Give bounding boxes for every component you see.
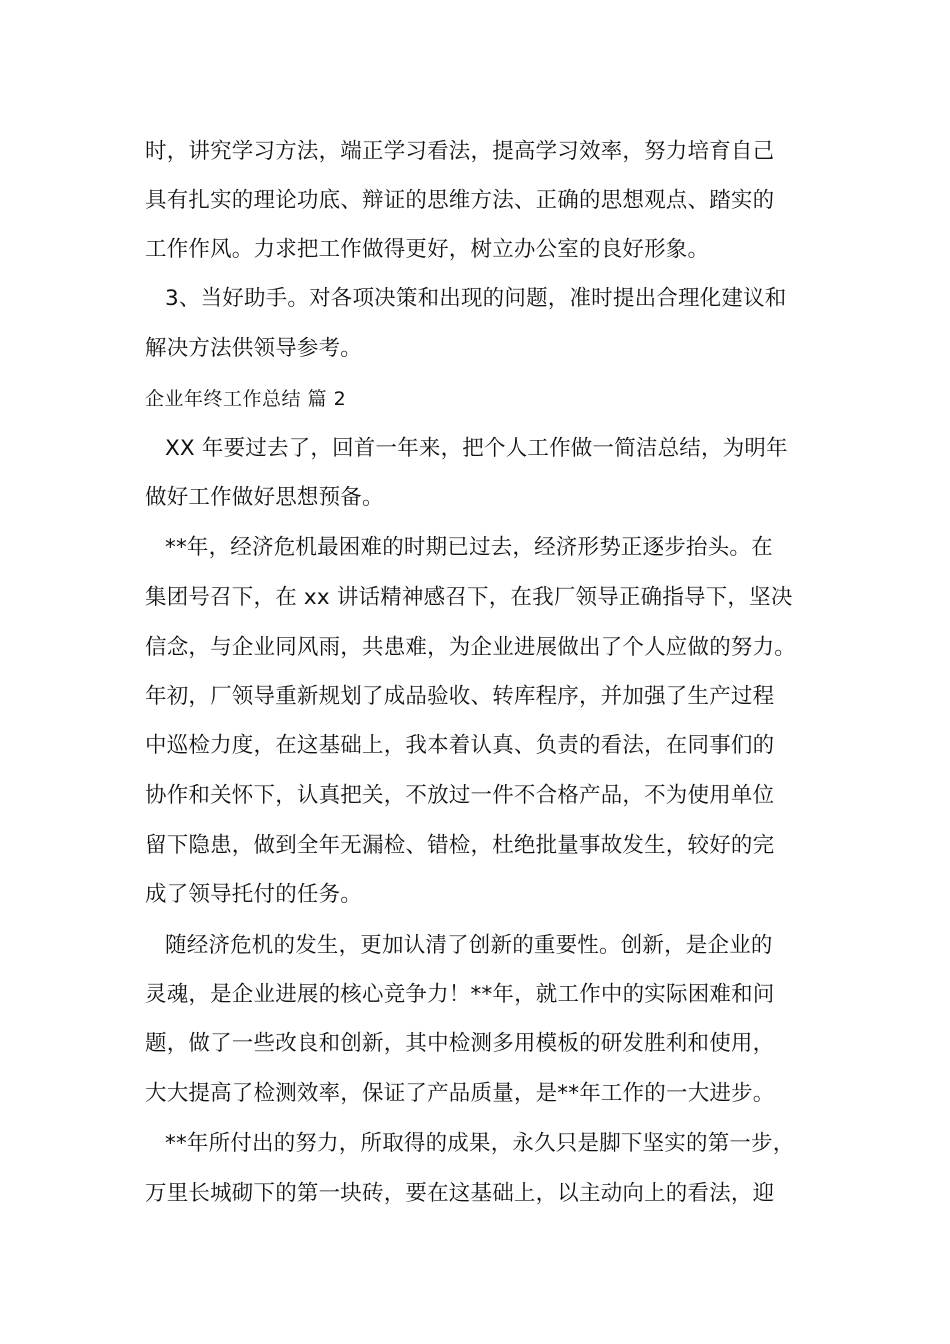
text-line: 工作作风。力求把工作做得更好，树立办公室的良好形象。 (145, 237, 710, 262)
text-line: 具有扎实的理论功底、辩证的思维方法、正确的思想观点、踏实的 (145, 188, 775, 213)
text-line: 集团号召下，在 xx 讲话精神感召下，在我厂领导正确指导下，坚决 (145, 585, 793, 610)
section-heading: 企业年终工作总结 篇 2 (145, 388, 347, 410)
text-line: **年所付出的努力，所取得的成果，永久只是脚下坚实的第一步， (165, 1131, 795, 1156)
text-line: 信念，与企业同风雨，共患难，为企业进展做出了个人应做的努力。 (145, 635, 797, 660)
text-line: 留下隐患，做到全年无漏检、错检，杜绝批量事故发生，较好的完 (145, 833, 775, 858)
text-line: 成了领导托付的任务。 (145, 882, 363, 907)
text-line: 做好工作做好思想预备。 (145, 485, 384, 510)
text-line: 中巡检力度，在这基础上，我本着认真、负责的看法，在同事们的 (145, 733, 775, 758)
text-line: 3、当好助手。对各项决策和出现的问题，准时提出合理化建议和 (165, 286, 787, 311)
text-line: XX 年要过去了，回首一年来，把个人工作做一简洁总结，为明年 (165, 436, 788, 461)
text-line: 随经济危机的发生，更加认清了创新的重要性。创新，是企业的 (165, 933, 773, 958)
text-line: 年初，厂领导重新规划了成品验收、转库程序，并加强了生产过程 (145, 684, 775, 709)
text-line: 万里长城砌下的第一块砖，要在这基础上，以主动向上的看法，迎 (145, 1181, 775, 1206)
text-line: 解决方法供领导参考。 (145, 336, 363, 361)
text-line: 大大提高了检测效率，保证了产品质量，是**年工作的一大进步。 (145, 1081, 775, 1106)
text-line: 时，讲究学习方法，端正学习看法，提高学习效率，努力培育自己 (145, 139, 775, 164)
text-line: 协作和关怀下，认真把关，不放过一件不合格产品，不为使用单位 (145, 783, 775, 808)
text-line: 题，做了一些改良和创新，其中检测多用模板的研发胜利和使用， (145, 1031, 775, 1056)
text-line: **年，经济危机最困难的时期已过去，经济形势正逐步抬头。在 (165, 535, 773, 560)
text-line: 灵魂，是企业进展的核心竞争力！**年，就工作中的实际困难和问 (145, 982, 775, 1007)
